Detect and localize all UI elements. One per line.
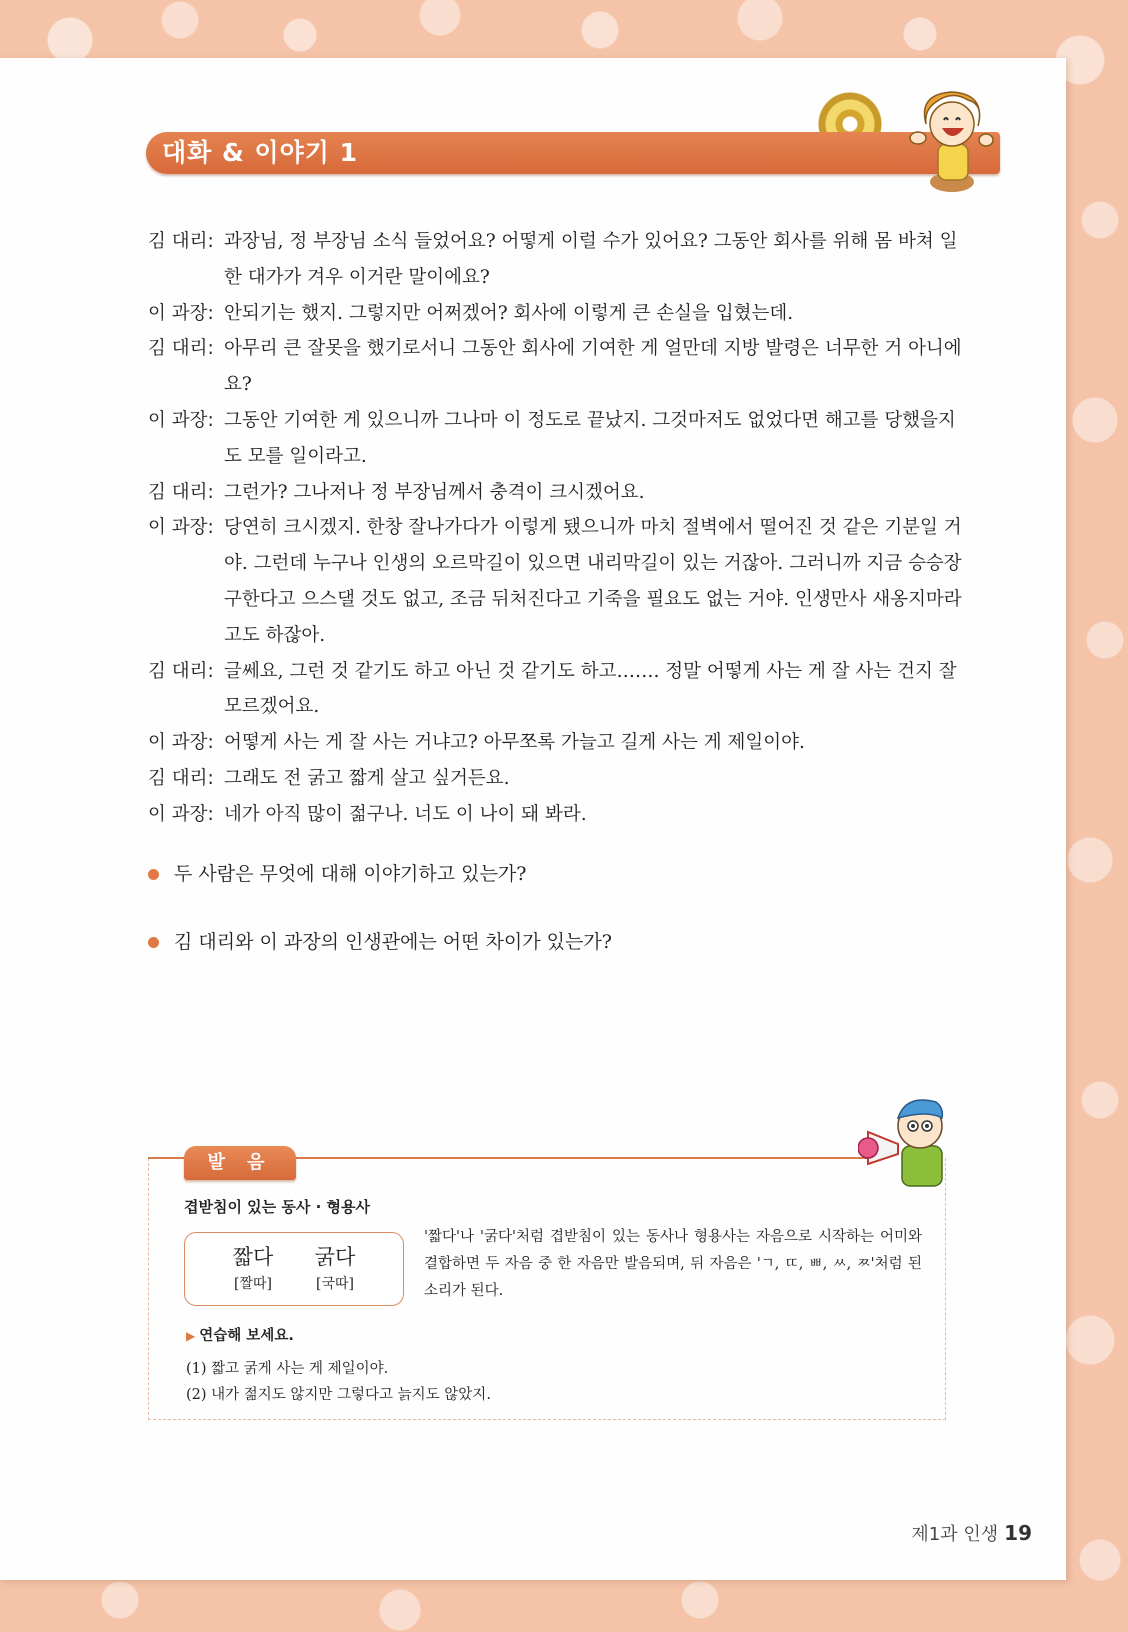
question-text: 두 사람은 무엇에 대해 이야기하고 있는가? [174,863,527,885]
speaker-label: 김 대리: [148,660,214,682]
question-item [148,926,968,958]
example-word-pronunciation: [짤따] [234,1276,272,1292]
speaker-label: 김 대리: [148,231,214,252]
example-words-box [184,1232,404,1306]
dialogue-line [148,725,968,761]
speaker-label: 김 대리: [148,481,214,503]
practice-item: (2) 내가 젊지도 않지만 그렇다고 늙지도 않았지. [186,1387,491,1403]
dialogue [148,224,968,833]
question-text: 김 대리와 이 과장의 인생관에는 어떤 차이가 있는가? [174,931,612,953]
dialogue-line [148,403,968,475]
page-number: 19 [1004,1521,1032,1545]
triangle-right-icon: ▶ [186,1329,196,1343]
bullet-dot-icon [148,937,159,948]
mascot-megaphone-icon [858,1088,962,1188]
lesson-label: 제1과 인생 [911,1524,999,1545]
practice-heading-text: 연습해 보세요. [199,1328,294,1344]
question-item [148,858,968,890]
practice-list [186,1356,491,1408]
speaker-label: 이 과장: [148,302,214,324]
pronunciation-explanation: '짧다'나 '굵다'처럼 겹받침이 있는 동사나 형용사는 자음으로 시작하는 어미와 결합하면 두 자음 중 한 자음만 발음되며, 뒤 자음은 'ㄱ, ㄸ, ㅃ, ㅆ, ㅉ'처럼 된소리가 된다. [424,1229,922,1299]
speaker-label: 이 과장: [148,409,214,431]
dialogue-line [148,296,968,332]
speaker-label: 이 과장: [148,732,214,754]
example-word-pronunciation: [국따] [316,1276,354,1292]
line-text: 그래도 전 굵고 짧게 살고 싶거든요. [224,767,510,789]
practice-item: (1) 짧고 굵게 사는 게 제일이야. [186,1361,389,1377]
line-text: 어떻게 사는 게 잘 사는 거냐고? 아무쪼록 가늘고 길게 사는 게 제일이야. [224,732,805,754]
line-text: 아무리 큰 잘못을 했기로서니 그동안 회사에 기여한 게 얼만데 지방 발령은 너무한 거 아니에요? [224,338,962,396]
dialogue-line [148,761,968,797]
discussion-questions [148,858,968,994]
page-footer [911,1520,1032,1546]
mascot-girl-icon [908,84,994,196]
line-text: 안되기는 했지. 그렇지만 어쩌겠어? 회사에 이렇게 큰 손실을 입혔는데. [224,302,794,324]
speaker-label: 이 과장: [148,803,214,825]
speaker-label: 이 과장: [148,517,214,539]
line-text: 네가 아직 많이 젊구나. 너도 이 나이 돼 봐라. [224,803,587,825]
example-word: 굵다 [314,1245,356,1269]
speaker-label: 김 대리: [148,767,214,789]
pronunciation-tab-label: 발 음 [207,1152,273,1173]
dialogue-line [148,797,968,833]
speaker-label: 김 대리: [148,338,214,360]
dialogue-line [148,224,968,296]
dialogue-line [148,475,968,511]
example-word: 짧다 [232,1245,274,1269]
pronunciation-heading: 겹받침이 있는 동사 · 형용사 [184,1198,370,1216]
line-text: 당연히 크시겠지. 한창 잘나가다가 이렇게 됐으니까 마치 절벽에서 떨어진 것 같은 기분일 거야. 그런데 누구나 인생의 오르막길이 있으면 내리막길이 있는 거잖아. 그러니까 지금 승승장구한다고 으스댈 것도 없고, 조금 뒤처진다고 기죽을 필요도 없는 거야. 인생만사 새옹지마라고도 하잖아. [224,517,962,646]
line-text: 그런가? 그나저나 정 부장님께서 충격이 크시겠어요. [224,481,645,503]
dialogue-line [148,331,968,403]
bullet-dot-icon [148,869,159,880]
dialogue-line [148,510,968,653]
line-text: 글쎄요, 그런 것 같기도 하고 아닌 것 같기도 하고……. 정말 어떻게 사는 게 잘 사는 건지 잘 모르겠어요. [224,660,957,718]
section-title: 대화 & 이야기 1 [162,138,359,167]
dialogue-line [148,654,968,726]
line-text: 과장님, 정 부장님 소식 들었어요? 어떻게 이럴 수가 있어요? 그동안 회사를 위해 몸 바쳐 일한 대가가 겨우 이거란 말이에요? [224,231,958,288]
line-text: 그동안 기여한 게 있으니까 그나마 이 정도로 끝났지. 그것마저도 없었다면 해고를 당했을지도 모를 일이라고. [224,409,956,467]
practice-heading [186,1324,294,1345]
